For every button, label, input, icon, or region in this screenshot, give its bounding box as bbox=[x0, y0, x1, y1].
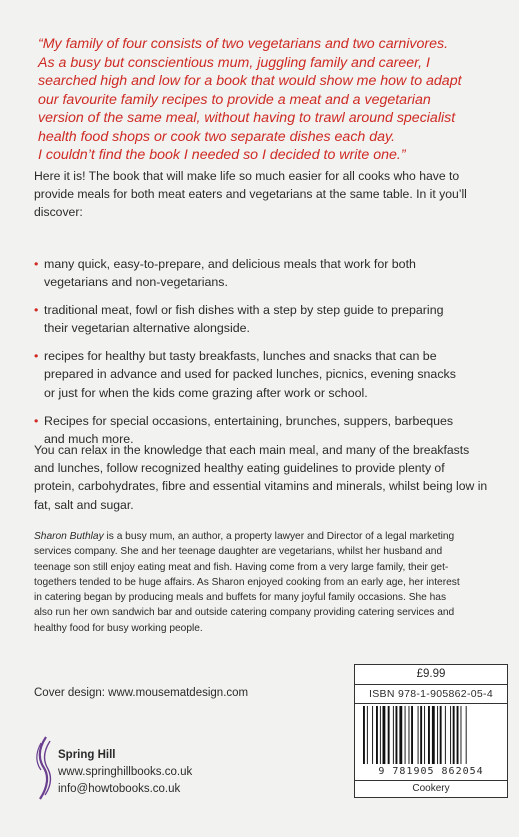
category-label: Cookery bbox=[355, 780, 507, 797]
quote-line: health food shops or cook two separate dishes each day. bbox=[38, 128, 396, 145]
barcode-bar bbox=[457, 706, 459, 764]
barcode-bar bbox=[437, 706, 438, 764]
feature-line: • recipes for healthy but tasty breakfasts, lunches and snacks that can be bbox=[44, 349, 437, 363]
nutrition-paragraph bbox=[34, 441, 504, 514]
barcode-bar bbox=[420, 706, 422, 764]
barcode-bar bbox=[367, 706, 368, 764]
bio-line: togethers tended to be huge affairs. As Sharon enjoyed cooking from an early age, her interest bbox=[34, 576, 460, 588]
feature-line: • many quick, easy-to-prepare, and delicious meals that work for both bbox=[44, 257, 416, 271]
isbn-label: ISBN 978-1-905862-05-4 bbox=[355, 685, 507, 704]
publisher-email: info@howtobooks.co.uk bbox=[58, 783, 181, 795]
bio-line: teenage son still enjoy eating meat and fish. Having come from a very large family, their get- bbox=[34, 561, 449, 573]
barcode-bar bbox=[409, 706, 410, 764]
intro-paragraph bbox=[34, 167, 502, 221]
barcode-bar bbox=[399, 706, 402, 764]
price-barcode-panel bbox=[354, 664, 508, 798]
back-cover-quote bbox=[38, 35, 498, 165]
quote-line: version of the same meal, without having to trawl around specialist bbox=[38, 110, 456, 126]
quote-line: As a busy but conscientious mum, juggling family and career, I bbox=[38, 54, 430, 71]
bio-line bbox=[34, 529, 504, 544]
nutrition-line: fat, salt and sugar. bbox=[34, 497, 134, 512]
intro-line: discover: bbox=[34, 205, 83, 219]
barcode-bar bbox=[440, 706, 442, 764]
publisher-name: Spring Hill bbox=[58, 749, 116, 761]
barcode-bar bbox=[372, 706, 373, 764]
barcode bbox=[361, 706, 501, 764]
barcode-bar bbox=[393, 706, 394, 764]
barcode-bar bbox=[432, 706, 435, 764]
bio-line: in catering began by producing meals and buffets for many joyful family occasions. She has bbox=[34, 592, 447, 604]
feature-item bbox=[34, 255, 416, 292]
feature-line: or just for when the kids come grazing after work or school. bbox=[44, 385, 368, 400]
quote-line: our favourite family recipes to provide a meat and a vegetarian bbox=[38, 91, 431, 108]
quote-line: searched high and low for a book that would show me how to adapt bbox=[38, 73, 462, 89]
bio-line: services company. She and her teenage daughter are vegetarians, whilst her husband and bbox=[34, 546, 443, 558]
feature-line: prepared in advance and used for packed lunches, picnics, evening snacks bbox=[44, 367, 456, 382]
barcode-bar bbox=[380, 706, 381, 764]
feature-line: • Recipes for special occasions, entertaining, brunches, suppers, barbeques bbox=[44, 414, 454, 428]
barcode-bar bbox=[411, 706, 413, 764]
bio-line: healthy food for busy working people. bbox=[34, 622, 203, 634]
feature-line: and much more. bbox=[44, 432, 134, 447]
barcode-bar bbox=[376, 706, 378, 764]
author-bio bbox=[34, 529, 504, 636]
quote-line: I couldn’t find the book I needed so I decided to write one.” bbox=[38, 147, 406, 163]
barcode-bar bbox=[450, 706, 451, 764]
feature-item bbox=[34, 347, 456, 402]
barcode-bar bbox=[405, 706, 406, 764]
cover-design-credit: Cover design: www.mousematdesign.com bbox=[34, 687, 249, 699]
quote-line: “My family of four consists of two vegetarians and two carnivores. bbox=[38, 36, 449, 52]
feature-line: • traditional meat, fowl or fish dishes with a step by step guide to preparing bbox=[44, 303, 444, 317]
bio-first-line: is a busy mum, an author, a property lawyer and Director of a legal marketing bbox=[103, 531, 455, 542]
barcode-bar bbox=[363, 706, 365, 764]
barcode-digits: 9 781905 862054 bbox=[378, 766, 484, 777]
spring-hill-logo-icon bbox=[34, 735, 52, 801]
barcode-bar bbox=[445, 706, 446, 764]
feature-item bbox=[34, 301, 443, 338]
barcode-bar bbox=[383, 706, 386, 764]
barcode-bar bbox=[424, 706, 425, 764]
nutrition-line: protein, carbohydrates, fibre and essential vitamins and minerals, whilst being low in bbox=[34, 479, 488, 494]
intro-line: Here it is! The book that will make life so much easier for all cooks who have to bbox=[34, 169, 460, 183]
barcode-bar bbox=[461, 706, 462, 764]
barcode-bar bbox=[388, 706, 390, 764]
nutrition-line: You can relax in the knowledge that each main meal, and many of the breakfasts bbox=[34, 443, 470, 457]
barcode-bar bbox=[428, 706, 430, 764]
author-name: Sharon Buthlay bbox=[34, 531, 104, 542]
barcode-bar bbox=[453, 706, 455, 764]
barcode-bar bbox=[466, 706, 467, 764]
bio-line: also run her own sandwich bar and outside catering company providing catering services and bbox=[34, 607, 455, 619]
feature-line: their vegetarian alternative alongside. bbox=[44, 321, 250, 336]
barcode-bar bbox=[418, 706, 419, 764]
barcode-bar bbox=[396, 706, 398, 764]
price-label: £9.99 bbox=[355, 665, 507, 685]
publisher-block bbox=[34, 735, 234, 805]
nutrition-line: and lunches, follow recognized healthy eating guidelines to provide plenty of bbox=[34, 461, 445, 476]
publisher-website: www.springhillbooks.co.uk bbox=[58, 766, 193, 778]
feature-line: vegetarians and non-vegetarians. bbox=[44, 275, 228, 290]
intro-line: provide meals for both meat eaters and vegetarians at the same table. In it you’ll bbox=[34, 187, 467, 201]
